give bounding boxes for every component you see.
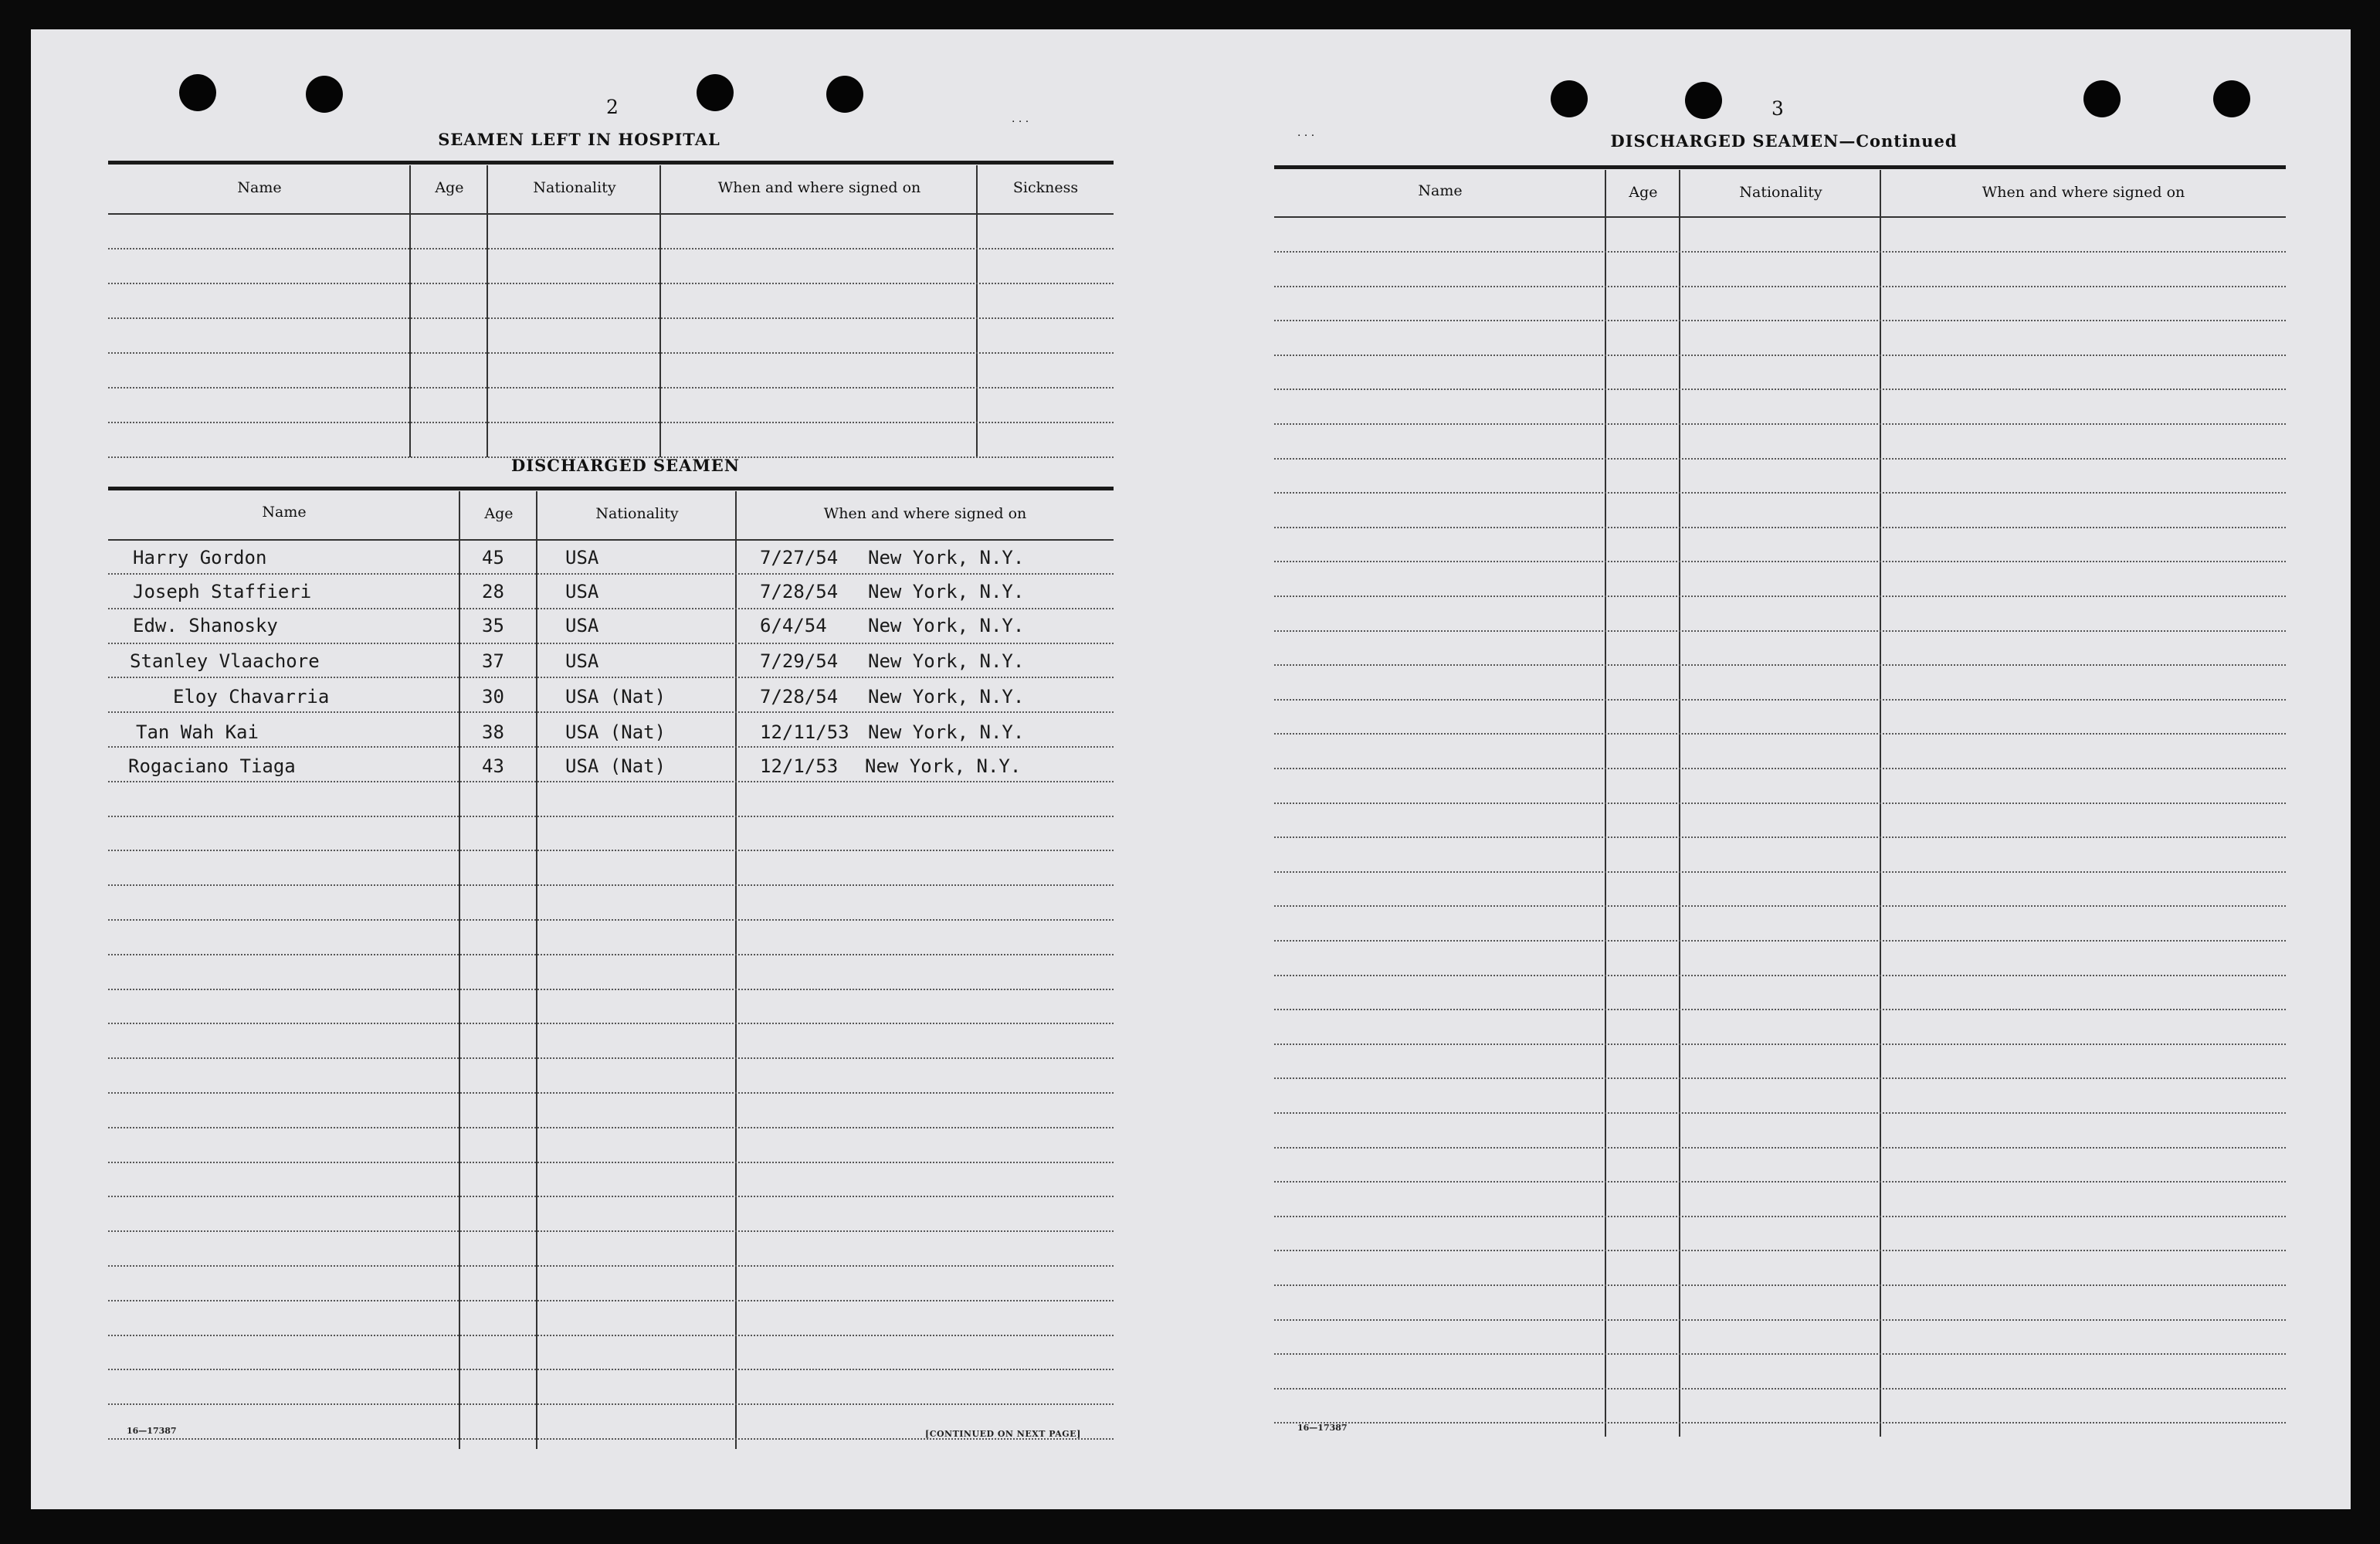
signed-on-date: 12/11/53	[760, 721, 849, 743]
row-rule	[1274, 803, 2286, 804]
row-rule	[108, 884, 1114, 886]
row-rule	[1274, 251, 2286, 253]
continued-note: [CONTINUED ON NEXT PAGE]	[925, 1429, 1081, 1439]
punch-hole	[306, 76, 343, 113]
seaman-nationality: USA	[565, 547, 599, 568]
row-rule	[1274, 699, 2286, 701]
signed-on-place: New York, N.Y.	[865, 755, 1022, 777]
row-rule	[108, 989, 1114, 990]
signed-on-place: New York, N.Y.	[868, 547, 1025, 568]
right-header-rule	[1274, 216, 2286, 218]
signed-on-place: New York, N.Y.	[868, 721, 1025, 743]
row-rule	[1274, 458, 2286, 460]
hospital-header-nationality: Nationality	[533, 179, 616, 196]
row-rule	[1274, 1250, 2286, 1251]
signed-on-date: 7/27/54	[760, 547, 839, 568]
row-rule	[108, 1335, 1114, 1336]
row-rule	[108, 1057, 1114, 1059]
punch-hole	[826, 76, 863, 113]
right-page	[1197, 29, 2351, 1509]
punch-hole	[2213, 80, 2250, 117]
discharged-continued-title: DISCHARGED SEAMEN—Continued	[1610, 131, 1958, 151]
row-rule	[1274, 1353, 2286, 1355]
punch-hole	[1551, 80, 1588, 117]
seaman-nationality: USA (Nat)	[565, 755, 666, 777]
hospital-header-age: Age	[435, 179, 464, 196]
row-rule	[1274, 871, 2286, 873]
right-table-top-rule	[1274, 165, 2286, 169]
signed-on-date: 7/29/54	[760, 650, 839, 672]
row-rule	[108, 816, 1114, 817]
discharged-section-title: DISCHARGED SEAMEN	[511, 456, 740, 475]
signed-on-place: New York, N.Y.	[868, 650, 1025, 672]
row-rule	[1274, 527, 2286, 528]
row-rule	[108, 1438, 1114, 1440]
row-rule	[108, 1196, 1114, 1197]
page-number: 3	[1771, 97, 1784, 120]
row-rule	[1274, 1009, 2286, 1010]
seaman-name: Rogaciano Tiaga	[128, 755, 296, 777]
left-page	[31, 29, 1197, 1509]
seaman-name: Tan Wah Kai	[136, 721, 259, 743]
row-rule	[1274, 1216, 2286, 1217]
discharged-header-name: Name	[262, 504, 307, 521]
row-rule	[1274, 1388, 2286, 1390]
signed-on-date: 7/28/54	[760, 686, 839, 708]
punch-hole	[1685, 82, 1722, 119]
row-rule	[1274, 733, 2286, 735]
seaman-age: 30	[482, 686, 504, 708]
form-number: 16—17387	[127, 1426, 177, 1436]
row-rule	[1274, 320, 2286, 321]
signed-on-date: 7/28/54	[760, 581, 839, 602]
discharged-table-top-rule	[108, 487, 1114, 490]
row-rule	[108, 1162, 1114, 1163]
hospital-header-rule	[108, 213, 1114, 215]
row-rule	[1274, 836, 2286, 838]
hospital-section-title: SEAMEN LEFT IN HOSPITAL	[438, 130, 720, 149]
seaman-nationality: USA (Nat)	[565, 686, 666, 708]
discharged-header-signed-on: When and where signed on	[823, 505, 1027, 522]
row-rule	[108, 1369, 1114, 1370]
punch-hole	[2083, 80, 2121, 117]
row-rule	[108, 608, 1114, 609]
right-header-name: Name	[1418, 182, 1463, 199]
row-rule	[108, 850, 1114, 851]
row-rule	[1274, 905, 2286, 907]
row-rule	[1274, 355, 2286, 356]
punch-hole	[179, 74, 216, 111]
row-rule	[1274, 1077, 2286, 1079]
discharged-header-rule	[108, 539, 1114, 541]
discharged-header-nationality: Nationality	[595, 505, 679, 522]
seaman-age: 35	[482, 615, 504, 636]
seaman-nationality: USA (Nat)	[565, 721, 666, 743]
row-rule	[108, 1092, 1114, 1094]
signed-on-place: New York, N.Y.	[868, 686, 1025, 708]
row-rule	[1274, 561, 2286, 562]
row-rule	[1274, 940, 2286, 942]
row-rule	[108, 1403, 1114, 1405]
row-rule	[1274, 492, 2286, 494]
row-rule	[108, 919, 1114, 921]
hospital-table-top-rule	[108, 161, 1114, 165]
signed-on-place: New York, N.Y.	[868, 581, 1025, 602]
seaman-name: Harry Gordon	[133, 547, 267, 568]
row-rule	[1274, 1147, 2286, 1149]
row-rule	[108, 1300, 1114, 1301]
row-rule	[1274, 1422, 2286, 1424]
row-rule	[1274, 596, 2286, 597]
discharged-header-age: Age	[484, 505, 514, 522]
stray-marks: · · ·	[1297, 130, 1315, 142]
row-rule	[108, 677, 1114, 678]
signed-on-date: 12/1/53	[760, 755, 839, 777]
seaman-age: 37	[482, 650, 504, 672]
seaman-age: 38	[482, 721, 504, 743]
punch-hole	[697, 74, 734, 111]
row-rule	[1274, 630, 2286, 632]
row-rule	[1274, 664, 2286, 666]
row-rule	[108, 711, 1114, 713]
row-rule	[108, 746, 1114, 748]
seaman-nationality: USA	[565, 581, 599, 602]
row-rule	[1274, 768, 2286, 769]
row-rule	[1274, 286, 2286, 287]
row-rule	[108, 1023, 1114, 1024]
row-rule	[1274, 1284, 2286, 1286]
page-number: 2	[606, 96, 619, 118]
seaman-age: 43	[482, 755, 504, 777]
row-rule	[108, 1127, 1114, 1128]
row-rule	[1274, 1043, 2286, 1045]
row-rule	[108, 954, 1114, 955]
seaman-name: Eloy Chavarria	[173, 686, 330, 708]
row-rule	[1274, 975, 2286, 976]
stray-marks: · · ·	[1012, 116, 1029, 128]
seaman-name: Joseph Staffieri	[133, 581, 312, 602]
row-rule	[1274, 389, 2286, 390]
row-rule	[1274, 1181, 2286, 1183]
signed-on-date: 6/4/54	[760, 615, 827, 636]
hospital-header-name: Name	[237, 179, 282, 196]
right-header-signed-on: When and where signed on	[1982, 184, 2185, 201]
form-number: 16—17387	[1297, 1423, 1348, 1433]
row-rule	[108, 1265, 1114, 1267]
signed-on-place: New York, N.Y.	[868, 615, 1025, 636]
hospital-header-sickness: Sickness	[1012, 179, 1079, 196]
row-rule	[108, 573, 1114, 575]
row-rule	[1274, 423, 2286, 425]
seaman-nationality: USA	[565, 650, 599, 672]
right-header-nationality: Nationality	[1739, 184, 1822, 201]
right-header-age: Age	[1629, 184, 1658, 201]
seaman-age: 28	[482, 581, 504, 602]
seaman-nationality: USA	[565, 615, 599, 636]
row-rule	[108, 643, 1114, 644]
seaman-name: Stanley Vlaachore	[130, 650, 320, 672]
row-rule	[108, 1230, 1114, 1232]
row-rule	[1274, 1319, 2286, 1321]
row-rule	[1274, 1112, 2286, 1114]
seaman-age: 45	[482, 547, 504, 568]
hospital-header-signed-on: When and where signed on	[717, 179, 921, 196]
row-rule	[108, 781, 1114, 782]
seaman-name: Edw. Shanosky	[133, 615, 278, 636]
